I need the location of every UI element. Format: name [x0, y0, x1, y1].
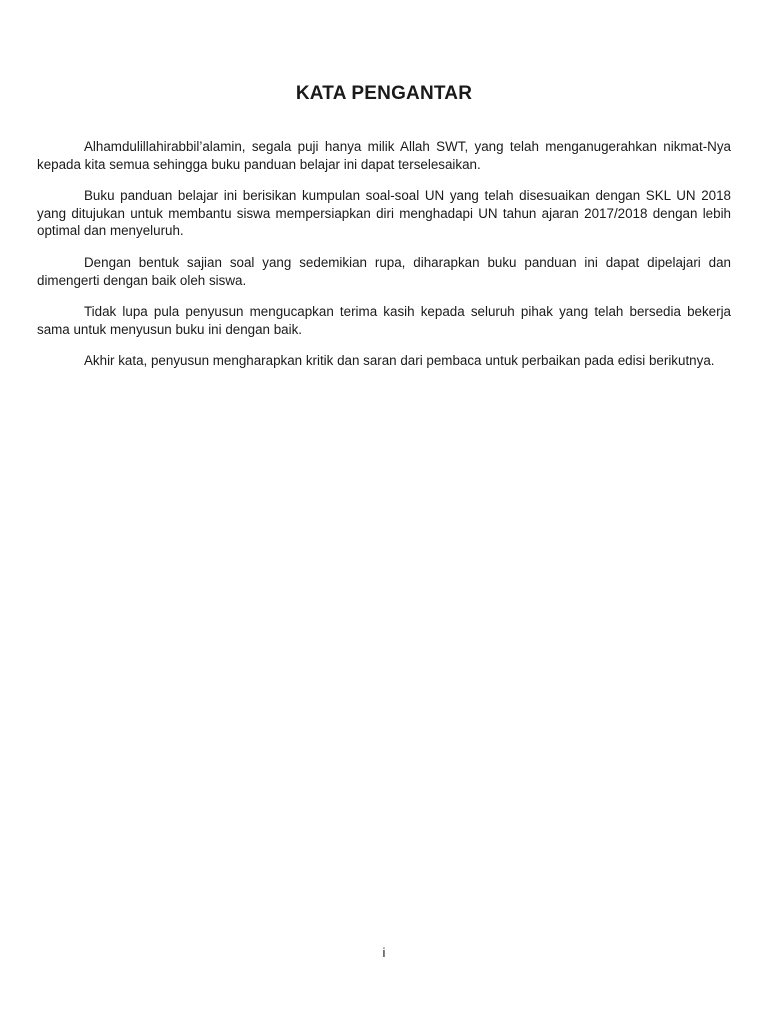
paragraph-1: Alhamdulillahirabbil’alamin, segala puji hanya milik Allah SWT, yang telah menganugerahkan nikmat-Nya kepada kita semua sehingga buku panduan belajar ini dapat terselesaikan.	[37, 139, 731, 172]
paragraph-5: Akhir kata, penyusun mengharapkan kritik dan saran dari pembaca untuk perbaikan pada edisi berikutnya.	[84, 353, 715, 369]
page-title: KATA PENGANTAR	[295, 83, 473, 104]
paragraph-2: Buku panduan belajar ini berisikan kumpulan soal-soal UN yang telah disesuaikan dengan SKL UN 2018 yang ditujukan untuk membantu siswa mempersiapkan diri menghadapi UN tahun ajaran 2017/2018 dengan lebih optimal dan menyeluruh.	[37, 188, 731, 239]
paragraph-3: Dengan bentuk sajian soal yang sedemikian rupa, diharapkan buku panduan ini dapat dipelajari dan dimengerti dengan baik oleh siswa.	[37, 254, 731, 288]
page-number: i	[382, 945, 386, 960]
paragraph-4: Tidak lupa pula penyusun mengucapkan terima kasih kepada seluruh pihak yang telah bersedia bekerja sama untuk menyusun buku ini dengan baik.	[37, 304, 731, 337]
preface-body	[37, 138, 731, 384]
